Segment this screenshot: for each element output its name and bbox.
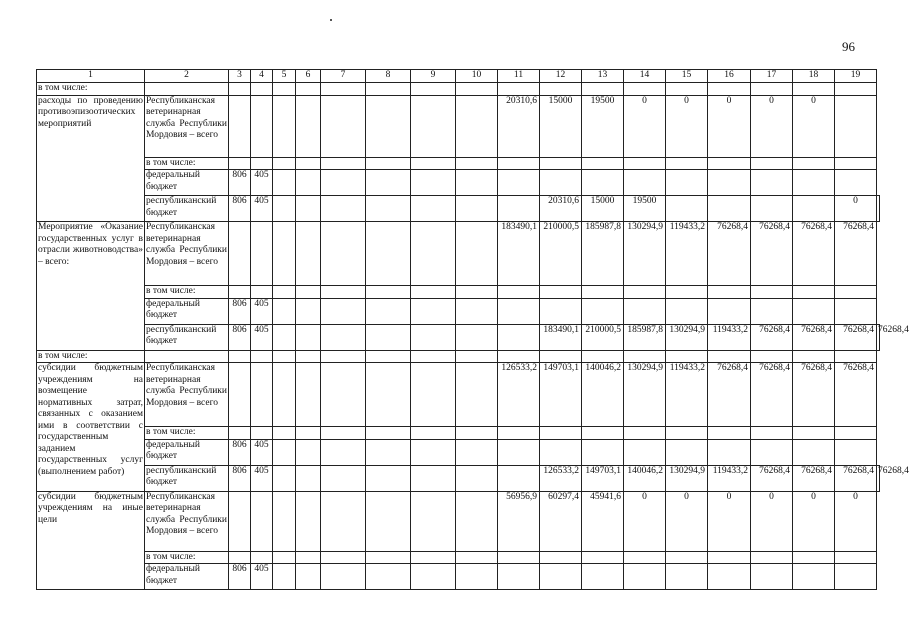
col-header: 11	[498, 70, 540, 83]
code-cell: 405	[251, 564, 273, 590]
value-cell: 76268,4	[751, 465, 793, 491]
value-cell: 76268,4	[835, 324, 877, 350]
code-cell: 405	[251, 324, 273, 350]
code-cell: 806	[229, 324, 251, 350]
section-title: субсидии бюджетным учреждениям на возмещение нормативных затрат, связанных с оказанием ими в соответствии с государственным заданием государственных услуг (выполнением работ)	[37, 363, 145, 492]
value-cell: 19500	[582, 95, 624, 157]
value-cell: 0	[835, 491, 877, 551]
col-header: 17	[751, 70, 793, 83]
col-header: 19	[835, 70, 877, 83]
value-cell: 60297,4	[540, 491, 582, 551]
header-row	[37, 70, 880, 83]
col-header: 13	[582, 70, 624, 83]
federal-label: федеральный бюджет	[145, 298, 229, 324]
value-cell: 140046,2	[582, 363, 624, 427]
table-row	[37, 427, 880, 440]
value-cell: 0	[708, 95, 751, 157]
value-cell: 76268,4	[793, 465, 835, 491]
agency-label: Республиканская ветеринарная служба Республики Мордовия – всего	[145, 363, 229, 427]
value-cell: 210000,5	[582, 324, 624, 350]
agency-label: Республиканская ветеринарная служба Республики Мордовия – всего	[145, 95, 229, 157]
value-cell: 130294,9	[666, 465, 708, 491]
value-cell: 0	[793, 95, 835, 157]
code-cell: 806	[229, 564, 251, 590]
table-row	[37, 298, 880, 324]
federal-label: федеральный бюджет	[145, 170, 229, 196]
value-cell: 76268,4	[793, 222, 835, 286]
col-header: 2	[145, 70, 229, 83]
table-row	[37, 551, 880, 564]
code-cell: 405	[251, 196, 273, 222]
col-header: 10	[456, 70, 498, 83]
federal-label: федеральный бюджет	[145, 564, 229, 590]
table-row	[37, 95, 880, 157]
section-title: расходы по проведению противоэпизоотических мероприятий	[37, 95, 145, 222]
value-cell: 0	[666, 491, 708, 551]
agency-label: Республиканская ветеринарная служба Республики Мордовия – всего	[145, 491, 229, 551]
table-row	[37, 196, 880, 222]
value-cell: 19500	[624, 196, 666, 222]
page-number: 96	[842, 39, 855, 54]
republican-label: республиканский бюджет	[145, 465, 229, 491]
table-row	[37, 439, 880, 465]
col-header: 18	[793, 70, 835, 83]
table-row	[37, 170, 880, 196]
value-cell: 76268,4	[751, 222, 793, 286]
col-header: 16	[708, 70, 751, 83]
value-cell: 76268,4	[835, 465, 877, 491]
table-row	[37, 286, 880, 299]
col-header: 5	[273, 70, 296, 83]
table-row	[37, 363, 880, 427]
value-cell: 76268,4	[877, 465, 880, 491]
value-cell: 76268,4	[835, 363, 877, 427]
row-label: в том числе:	[145, 427, 229, 440]
code-cell: 806	[229, 196, 251, 222]
section-title: Мероприятие «Оказание государственных услуг в отрасли животноводства» – всего:	[37, 222, 145, 351]
value-cell: 15000	[540, 95, 582, 157]
value-cell: 185987,8	[624, 324, 666, 350]
value-cell: 185987,8	[582, 222, 624, 286]
scan-dot	[330, 19, 332, 21]
value-cell: 20310,6	[498, 95, 540, 157]
row-label: в том числе:	[145, 286, 229, 299]
code-cell: 806	[229, 170, 251, 196]
row-label: в том числе:	[37, 83, 145, 96]
value-cell: 56956,9	[498, 491, 540, 551]
value-cell: 0	[751, 95, 793, 157]
col-header: 14	[624, 70, 666, 83]
value-cell: 76268,4	[751, 324, 793, 350]
code-cell: 806	[229, 465, 251, 491]
value-cell: 130294,9	[624, 222, 666, 286]
table-row	[37, 465, 880, 491]
value-cell: 0	[793, 491, 835, 551]
value-cell: 76268,4	[877, 324, 880, 350]
value-cell: 76268,4	[751, 363, 793, 427]
value-cell: 130294,9	[624, 363, 666, 427]
value-cell: 76268,4	[793, 363, 835, 427]
federal-label: федеральный бюджет	[145, 439, 229, 465]
col-header: 6	[296, 70, 321, 83]
republican-label: республиканский бюджет	[145, 196, 229, 222]
value-cell: 149703,1	[582, 465, 624, 491]
republican-label: республиканский бюджет	[145, 324, 229, 350]
value-cell: 183490,1	[498, 222, 540, 286]
table-row	[37, 324, 880, 350]
code-cell: 405	[251, 439, 273, 465]
col-header: 15	[666, 70, 708, 83]
value-cell: 0	[666, 95, 708, 157]
code-cell: 806	[229, 439, 251, 465]
value-cell: 119433,2	[666, 363, 708, 427]
value-cell: 119433,2	[708, 465, 751, 491]
row-label: в том числе:	[145, 551, 229, 564]
row-label: в том числе:	[37, 350, 145, 363]
value-cell: 0	[835, 196, 877, 222]
code-cell: 405	[251, 170, 273, 196]
value-cell: 15000	[582, 196, 624, 222]
col-header: 7	[321, 70, 366, 83]
value-cell: 140046,2	[624, 465, 666, 491]
value-cell: 210000,5	[540, 222, 582, 286]
agency-label: Республиканская ветеринарная служба Республики Мордовия – всего	[145, 222, 229, 286]
value-cell: 119433,2	[708, 324, 751, 350]
value-cell: 0	[708, 491, 751, 551]
section-title: субсидии бюджетным учреждениям на иные цели	[37, 491, 145, 590]
table-row	[37, 83, 880, 96]
col-header: 3	[229, 70, 251, 83]
col-header: 1	[37, 70, 145, 83]
value-cell: 183490,1	[540, 324, 582, 350]
value-cell: 76268,4	[708, 222, 751, 286]
row-label: в том числе:	[145, 157, 229, 170]
value-cell: 130294,9	[666, 324, 708, 350]
value-cell: 0	[624, 95, 666, 157]
value-cell: 126533,2	[540, 465, 582, 491]
col-header: 8	[366, 70, 411, 83]
table-row	[37, 157, 880, 170]
table-row	[37, 222, 880, 286]
value-cell: 126533,2	[498, 363, 540, 427]
table-row	[37, 491, 880, 551]
code-cell: 806	[229, 298, 251, 324]
value-cell: 149703,1	[540, 363, 582, 427]
col-header: 4	[251, 70, 273, 83]
value-cell: 0	[624, 491, 666, 551]
value-cell: 0	[751, 491, 793, 551]
col-header: 9	[411, 70, 456, 83]
budget-table	[36, 69, 909, 590]
code-cell: 405	[251, 298, 273, 324]
table-row	[37, 564, 880, 590]
value-cell: 20310,6	[540, 196, 582, 222]
value-cell: 119433,2	[666, 222, 708, 286]
code-cell: 405	[251, 465, 273, 491]
value-cell: 76268,4	[708, 363, 751, 427]
table-row	[37, 350, 880, 363]
value-cell: 45941,6	[582, 491, 624, 551]
value-cell: 76268,4	[793, 324, 835, 350]
col-header: 12	[540, 70, 582, 83]
value-cell: 76268,4	[835, 222, 877, 286]
